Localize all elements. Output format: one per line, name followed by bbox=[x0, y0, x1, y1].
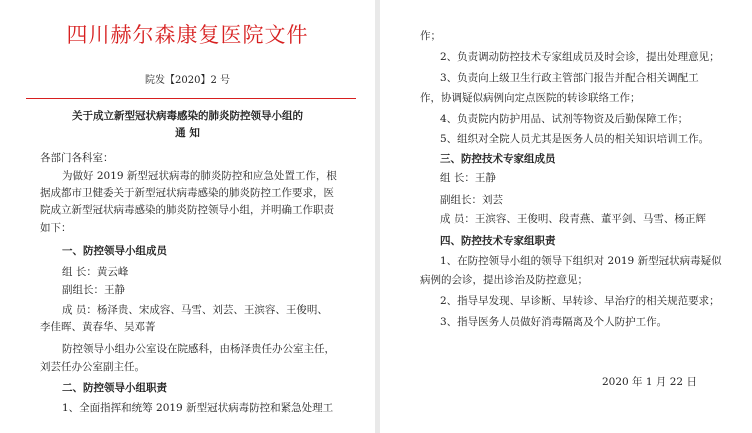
section-1-members: 成 员：杨泽贵、宋成容、马雪、刘芸、王滨容、王俊明、 bbox=[62, 304, 328, 316]
document-page-2 bbox=[380, 0, 752, 433]
section-1-heading: 一、防控领导小组成员 bbox=[62, 245, 167, 257]
section-3-heading: 三、防控技术专家组成员 bbox=[440, 153, 556, 165]
section-2-duty: 3、负责向上级卫生行政主管部门报告并配合相关调配工 bbox=[440, 72, 699, 84]
intro-line: 据成都市卫健委关于新型冠状病毒感染的肺炎防控工作要求，医 bbox=[40, 187, 334, 199]
section-2-duty: 作； bbox=[420, 30, 441, 42]
organization-title: 四川赫尔森康复医院文件 bbox=[66, 23, 309, 47]
intro-line: 如下： bbox=[40, 222, 72, 234]
section-4-duty: 2、指导早发现、早诊断、早转诊、早治疗的相关规范要求； bbox=[440, 295, 720, 307]
section-3-leader: 组 长：王静 bbox=[440, 172, 496, 184]
section-1-office: 防控领导小组办公室设在院感科，由杨泽贵任办公室主任， bbox=[62, 343, 335, 355]
section-2-heading: 二、防控领导小组职责 bbox=[62, 382, 167, 394]
document-page-1 bbox=[0, 0, 375, 433]
section-1-leader: 组 长：黄云峰 bbox=[62, 266, 129, 278]
section-2-duty: 1、全面指挥和统筹 2019 新型冠状病毒防控和紧急处理工 bbox=[62, 402, 334, 414]
section-4-duty: 病例的会诊，提出诊治及防控意见； bbox=[420, 274, 588, 286]
section-2-duty: 2、负责调动防控技术专家组成员及时会诊，提出处理意见； bbox=[440, 51, 720, 63]
document-date: 2020 年 1 月 22 日 bbox=[602, 376, 697, 388]
document-number: 院发【2020】2 号 bbox=[145, 75, 230, 86]
section-1-office: 刘芸任办公室副主任。 bbox=[40, 361, 145, 373]
section-4-duty: 3、指导医务人员做好消毒隔离及个人防护工作。 bbox=[440, 316, 668, 328]
red-divider-line bbox=[26, 98, 356, 99]
section-3-deputy: 副组长：刘芸 bbox=[440, 194, 503, 206]
section-4-heading: 四、防控技术专家组职责 bbox=[440, 235, 556, 247]
section-2-duty: 5、组织对全院人员尤其是医务人员的相关知识培训工作。 bbox=[440, 133, 710, 145]
intro-line: 为做好 2019 新型冠状病毒的肺炎防控和应急处置工作，根 bbox=[62, 170, 337, 182]
section-1-deputy: 副组长：王静 bbox=[62, 284, 125, 296]
section-3-members: 成 员：王滨容、王俊明、段青燕、董平剑、马雪、杨正辉 bbox=[440, 213, 706, 225]
notice-subtitle: 通 知 bbox=[175, 127, 200, 139]
intro-line: 院成立新型冠状病毒感染的肺炎防控领导小组，并明确工作职责 bbox=[40, 204, 334, 216]
section-2-duty: 作，协调疑似病例向定点医院的转诊联络工作； bbox=[420, 92, 641, 104]
notice-title: 关于成立新型冠状病毒感染的肺炎防控领导小组的 bbox=[72, 110, 303, 122]
section-4-duty: 1、在防控领导小组的领导下组织对 2019 新型冠状病毒疑似 bbox=[440, 255, 722, 267]
section-1-members: 李佳晖、黄春华、吴邓菁 bbox=[40, 321, 156, 333]
section-2-duty: 4、负责院内防护用品、试剂等物资及后勤保障工作； bbox=[440, 113, 689, 125]
salutation: 各部门各科室： bbox=[40, 152, 114, 164]
